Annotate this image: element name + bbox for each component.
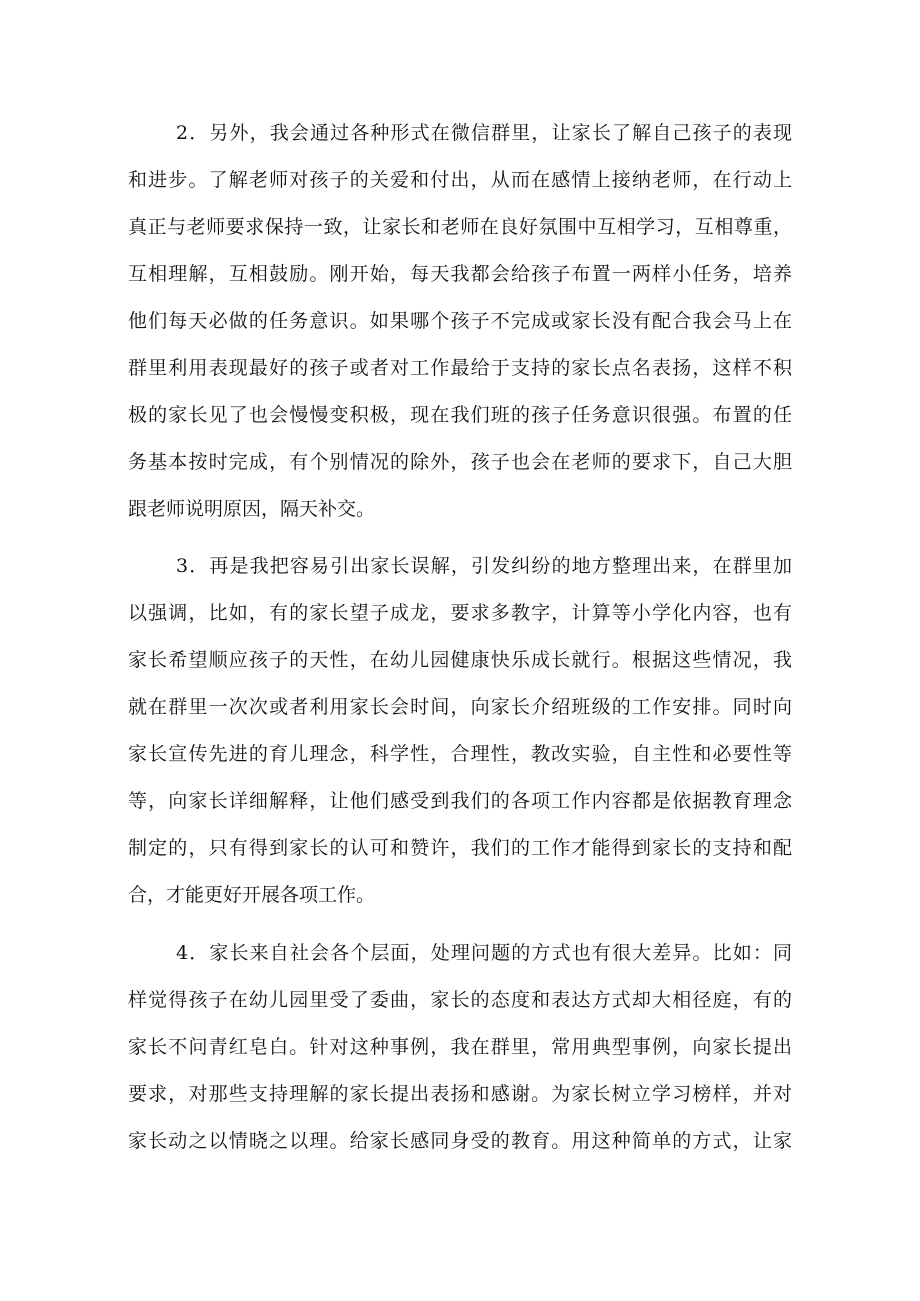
- text-line: 合，才能更好开展各项工作。: [128, 884, 376, 906]
- text-line: 等，向家长详细解释，让他们感受到我们的各项工作内容都是依据教育理念: [128, 790, 792, 812]
- text-line: 跟老师说明原因，隔天补交。: [128, 498, 376, 520]
- text-line: 4．家长来自社会各个层面，处理问题的方式也有很大差异。比如：同: [176, 942, 792, 964]
- text-line: 要求，对那些支持理解的家长提出表扬和感谢。为家长树立学习榜样，并对: [128, 1083, 792, 1105]
- text-line: 家长希望顺应孩子的天性，在幼儿园健康快乐成长就行。根据这些情况，我: [128, 649, 792, 671]
- text-line: 家长宣传先进的育儿理念，科学性，合理性，教改实验，自主性和必要性等: [128, 743, 792, 765]
- text-line: 样觉得孩子在幼儿园里受了委曲，家长的态度和表达方式却大相径庭，有的: [128, 989, 792, 1011]
- text-line: 极的家长见了也会慢慢变积极，现在我们班的孩子任务意识很强。布置的任: [128, 404, 792, 426]
- text-line: 他们每天必做的任务意识。如果哪个孩子不完成或家长没有配合我会马上在: [128, 310, 792, 332]
- text-line: 互相理解，互相鼓励。刚开始，每天我都会给孩子布置一两样小任务，培养: [128, 263, 792, 285]
- text-line: 以强调，比如，有的家长望子成龙，要求多教字，计算等小学化内容，也有: [128, 602, 792, 624]
- text-line: 家长动之以情晓之以理。给家长感同身受的教育。用这种简单的方式，让家: [128, 1130, 792, 1152]
- text-line: 制定的，只有得到家长的认可和赞许，我们的工作才能得到家长的支持和配: [128, 837, 792, 859]
- text-line: 就在群里一次次或者利用家长会时间，向家长介绍班级的工作安排。同时向: [128, 696, 792, 718]
- text-line: 真正与老师要求保持一致，让家长和老师在良好氛围中互相学习，互相尊重，: [128, 216, 792, 238]
- text-line: 务基本按时完成，有个别情况的除外，孩子也会在老师的要求下，自己大胆: [128, 451, 792, 473]
- text-line: 和进步。了解老师对孩子的关爱和付出，从而在感情上接纳老师，在行动上: [128, 169, 792, 191]
- text-line: 群里利用表现最好的孩子或者对工作最给于支持的家长点名表扬，这样不积: [128, 357, 792, 379]
- text-line: 3．再是我把容易引出家长误解，引发纠纷的地方整理出来，在群里加: [176, 555, 792, 577]
- text-line: 2．另外，我会通过各种形式在微信群里，让家长了解自己孩子的表现: [176, 122, 792, 144]
- text-line: 家长不问青红皂白。针对这种事例，我在群里，常用典型事例，向家长提出: [128, 1036, 792, 1058]
